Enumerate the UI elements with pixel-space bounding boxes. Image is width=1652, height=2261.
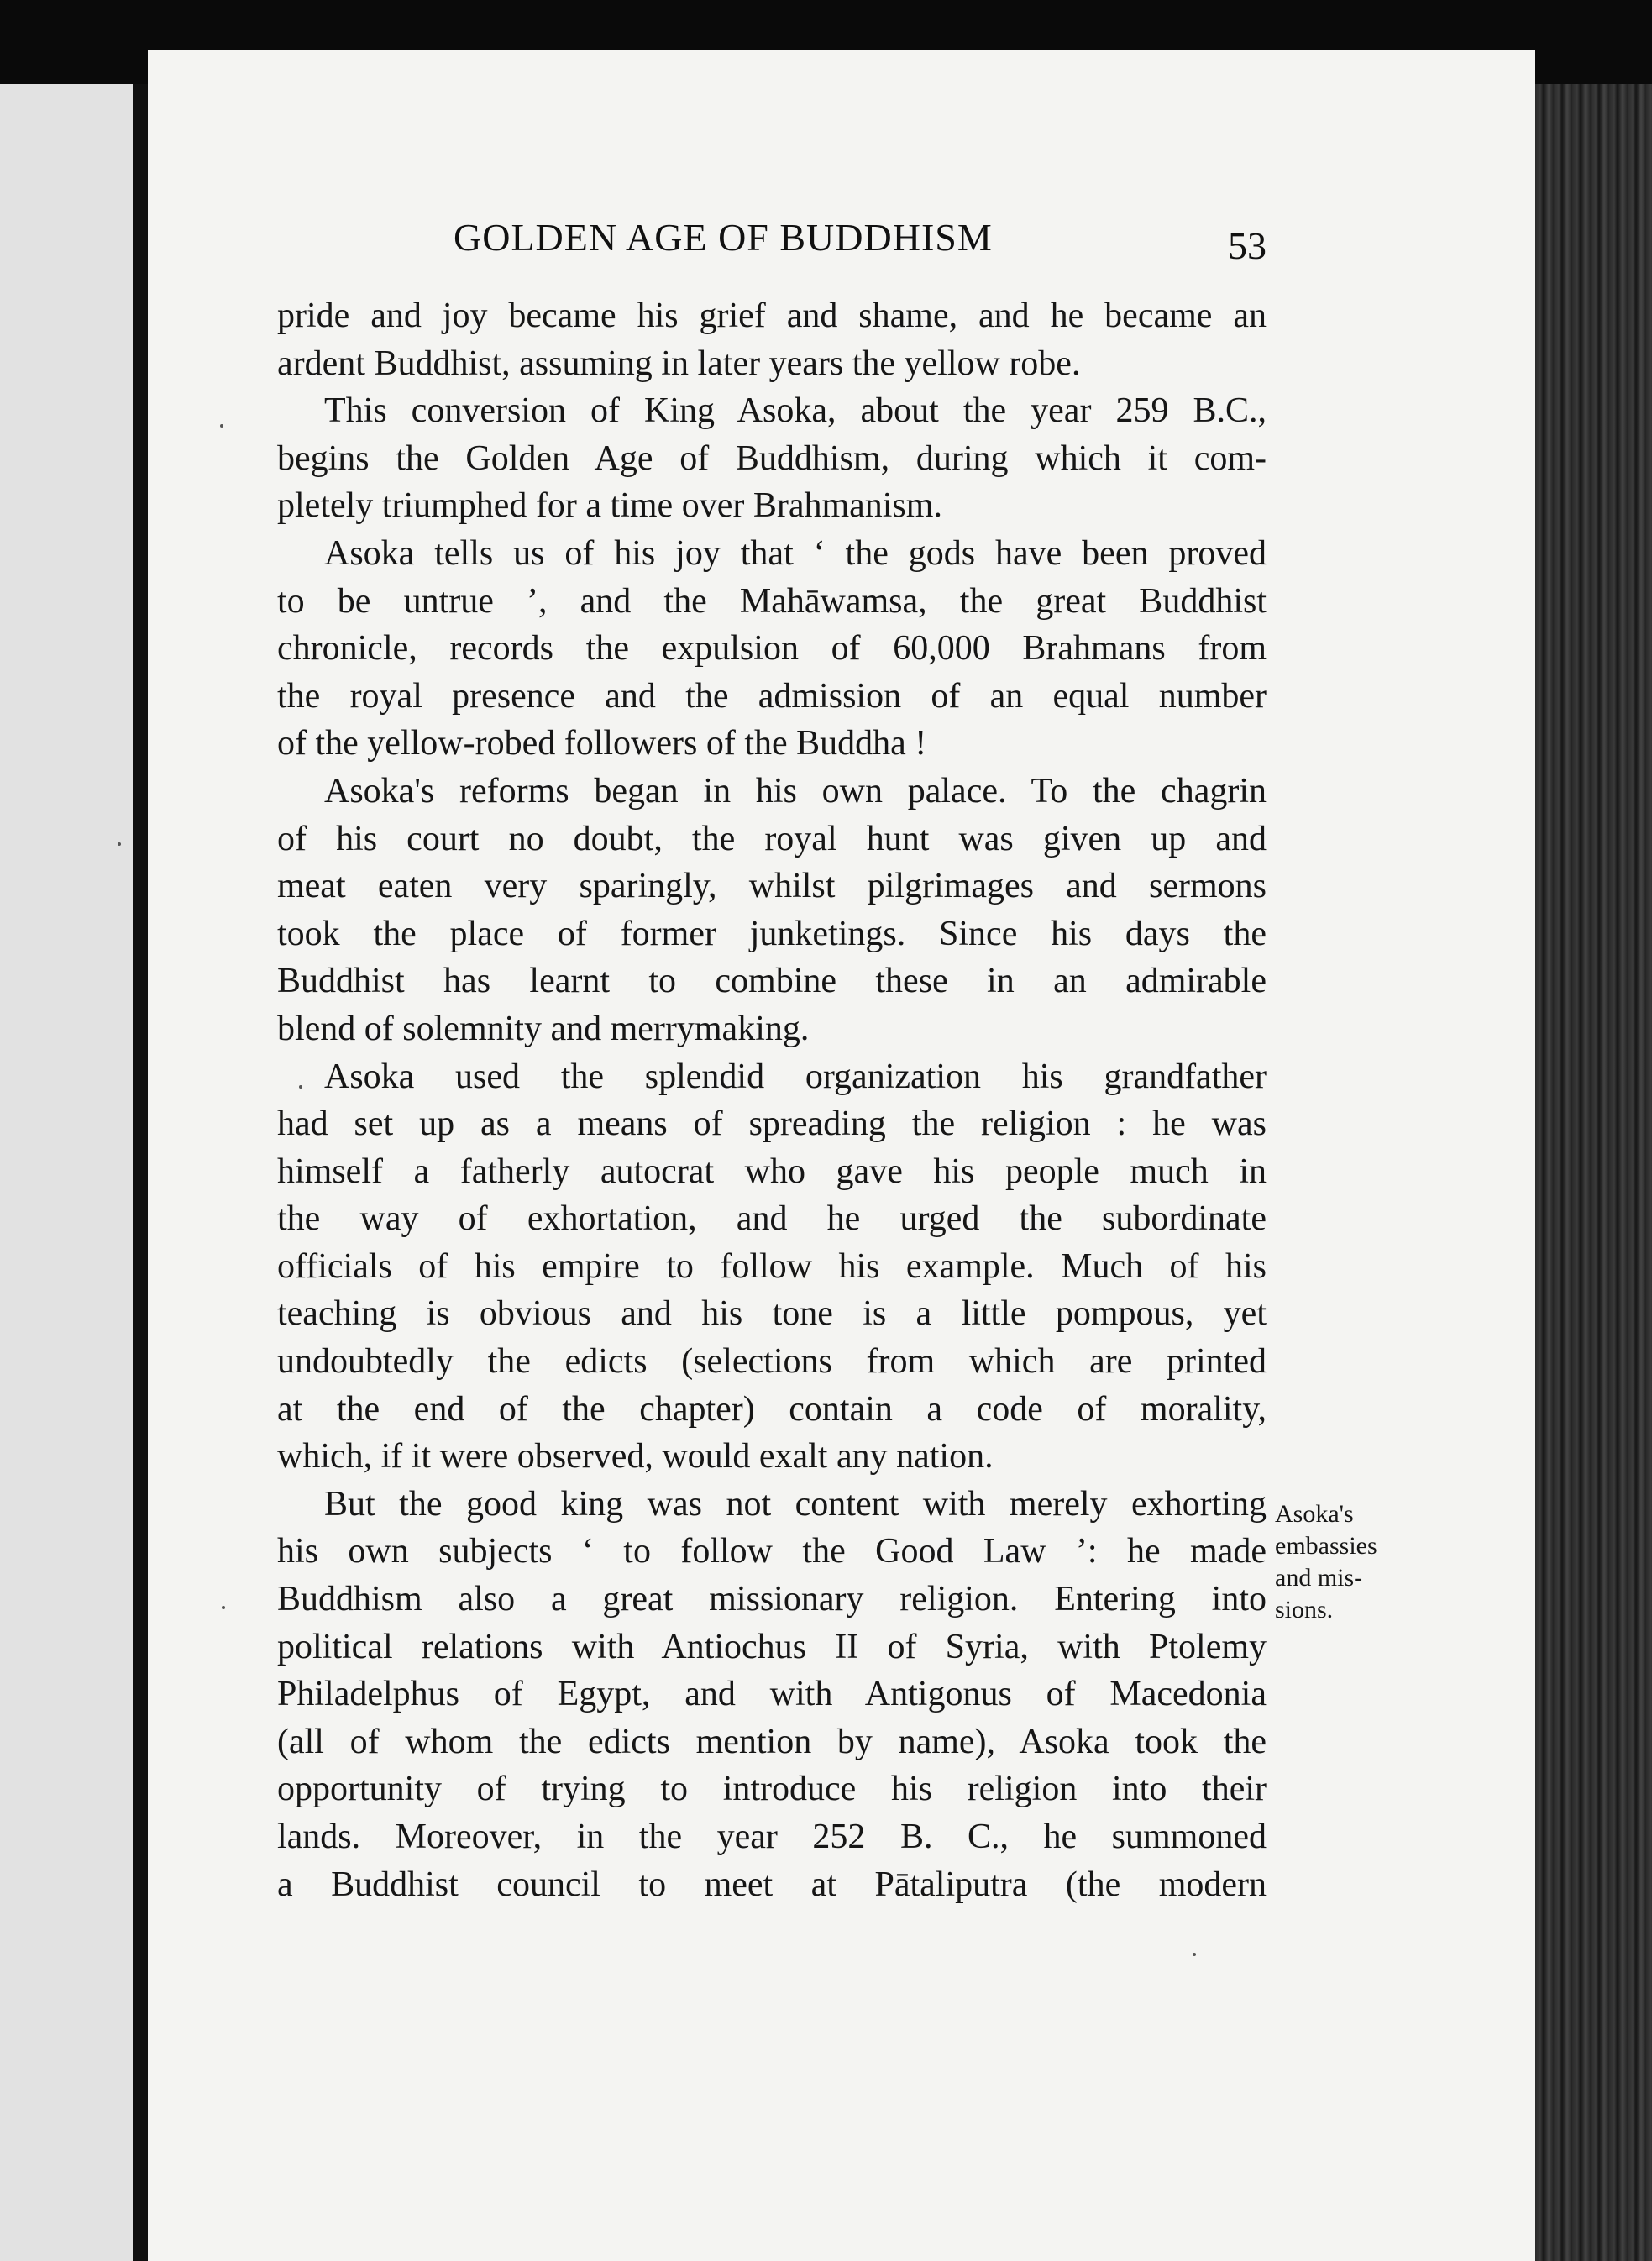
text-line: (all of whom the edicts mention by name), Asoka took the [277,1722,1267,1761]
running-head: GOLDEN AGE OF BUDDHISM [454,216,993,259]
scan-speck [299,1085,302,1089]
text-line: to be untrue ’, and the Mahāwamsa, the great Buddhist [277,581,1267,621]
text-line: of his court no doubt, the royal hunt was given up and [277,819,1267,858]
text-line: which, if it were observed, would exalt any nation. [277,1437,994,1477]
text-line: chronicle, records the expulsion of 60,000 Brahmans from [277,629,1267,669]
text-line: Asoka used the splendid organization his grandfather [324,1057,1267,1096]
text-line: blend of solemnity and merrymaking. [277,1009,810,1048]
text-line: ardent Buddhist, assuming in later years the yellow robe. [277,344,1081,383]
text-line: Buddhist has learnt to combine these in an admirable [277,962,1267,1001]
page-stack-edge [1535,84,1652,2261]
margin-note-line: and mis- [1275,1564,1363,1592]
margin-note-line: Asoka's [1275,1500,1354,1528]
text-line: teaching is obvious and his tone is a little pompous, yet [277,1294,1267,1334]
text-line: lands. Moreover, in the year 252 B. C., he summoned [277,1818,1267,1856]
text-line: his own subjects ‘ to follow the Good Law ’: he made [277,1532,1267,1571]
text-line: political relations with Antiochus II of Syria, with Ptolemy [277,1627,1267,1666]
page-number: 53 [1228,224,1267,267]
text-line: meat eaten very sparingly, whilst pilgrimages and sermons [277,867,1267,906]
body-text [277,292,1267,1908]
margin-note-line: embassies [1275,1532,1377,1560]
text-line: took the place of former junketings. Since his days the [277,914,1267,953]
text-line: at the end of the chapter) contain a code of morality, [277,1389,1267,1429]
text-line: a Buddhist council to meet at Pātaliputra (the modern [277,1865,1267,1904]
text-line: pletely triumphed for a time over Brahmanism. [277,486,942,526]
text-line: himself a fatherly autocrat who gave his people much in [277,1151,1267,1191]
text-line: Philadelphus of Egypt, and with Antigonus of Macedonia [277,1675,1267,1714]
scan-speck [1193,1953,1196,1956]
text-line: begins the Golden Age of Buddhism, during which it com- [277,438,1267,478]
text-line: pride and joy became his grief and shame, and he became an [277,296,1267,335]
text-line: Asoka tells us of his joy that ‘ the gods have been proved [324,533,1267,573]
text-line: undoubtedly the edicts (selections from which are printed [277,1342,1267,1382]
text-line: This conversion of King Asoka, about the year 259 B.C., [324,391,1267,431]
text-line: officials of his empire to follow his example. Much of his [277,1246,1267,1286]
scan-speck [222,1606,225,1609]
margin-note [1275,1498,1434,1626]
scan-speck [220,424,223,428]
text-line: opportunity of trying to introduce his religion into their [277,1770,1267,1809]
text-line: of the yellow-robed followers of the Buddha ! [277,724,927,763]
book-gutter [133,84,149,2261]
text-line: the royal presence and the admission of an equal number [277,676,1267,716]
scan-speck [118,842,121,846]
text-line: the way of exhortation, and he urged the subordinate [277,1199,1267,1239]
margin-note-line: sions. [1275,1596,1334,1624]
text-line: had set up as a means of spreading the religion : he was [277,1104,1267,1144]
text-line: Asoka's reforms began in his own palace. To the chagrin [324,771,1267,810]
facing-page-edge [0,84,134,2261]
text-line: But the good king was not content with merely exhorting [324,1484,1267,1524]
text-line: Buddhism also a great missionary religion. Entering into [277,1580,1267,1619]
